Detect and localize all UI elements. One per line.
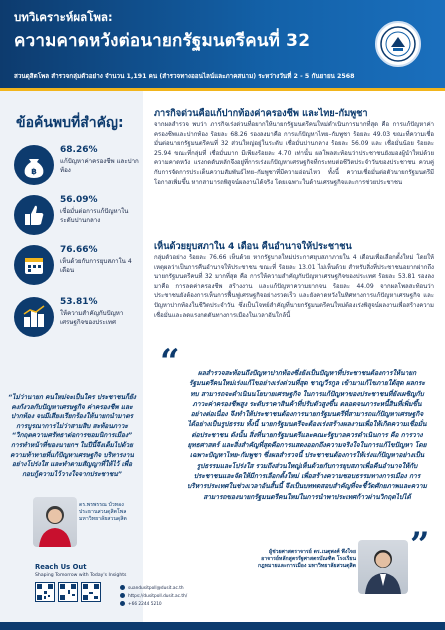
suan-dusit-poll-logo [375,21,421,67]
left-quote: “ไม่ว่านายก คนใหม่จะเป็นใคร ประชาชนก็ยังคงกังวลกับปัญหาเศรษฐกิจ ค่าครองชีพ และปากท้อง จนมีเสียงเรียกร้องให้นายกนำมาตรการบูรณาการไม่ว่าสามสิบ สะท้อนภาวะ “วิกฤตความศรัทธาต่อการขอมนิการเมือง” การทำหน้าที่ของนายกฯ ในปีนี้จึงเต็มไปด้วยความท้าทายที่แก้ปัญหาเศรษฐกิจ บริหารงานอย่างโปร่งใส และทำตามสัญญาที่ให้ไว้ เพื่อกอบกู้ความไว้วางใจจากประชาชน” [8,393,136,478]
close-quote-mark: ” [410,525,430,565]
key-finding-item [14,193,142,249]
email-icon [120,585,125,590]
phone-icon [120,601,125,606]
email-text[interactable]: suandusitpoll@dusit.ac.th [128,586,184,591]
expert-left-name: ดร.พรพรรณ บัวทอง [79,502,124,508]
city-economy-icon [14,297,54,337]
contact-phone[interactable] [120,601,162,607]
expert-left-credit [79,502,141,523]
header-subtitle: สวนดุสิตโพล สำรวจกลุ่มตัวอย่าง จำนวน 1,191 คน (สำรวจทางออนไลน์และภาคสนาม) ระหว่างวันที่ 2 - 5 กันยายน 2568 [14,73,355,80]
finding-text: แก้ปัญหาค่าครองชีพ และปากท้อง [60,158,139,174]
expert-right-name: ผู้ช่วยศาสตราจารย์ ดร.เนตุพงศ์ พึงใจย [269,549,356,555]
key-finding-item [14,243,142,299]
finding-percent: 53.81% [60,297,98,307]
section-heading: ภารกิจด่วนคือแก้ปากท้องค่าครองชีพ และไทย-กัมพูชา [154,108,368,119]
finding-percent: 68.26% [60,145,98,155]
expert-right-credit [252,549,356,571]
expert-right-title: อาจารย์หลักสูตรรัฐศาสตรบัณฑิต โรงเรียนกฎหมายและการเมือง มหาวิทยาลัยสวนดุสิต [258,556,356,570]
finding-text: เชื่อมั่นต่อการแก้ปัญหาในระดับปานกลาง [60,208,129,224]
key-finding-item [14,295,142,351]
logo-emblem-icon [377,23,419,65]
phone-text[interactable]: +66 2244 5210 [128,602,162,607]
finding-text: เห็นด้วยกับการยุบสภาใน 4 เดือน [60,258,132,274]
key-finding-item [14,143,142,199]
expert-photo-right [358,540,408,594]
reach-us-heading: Reach Us Out [35,563,87,571]
open-quote-mark: “ [160,342,180,382]
main-quote: ผลสำรวจสะท้อนถึงปัญหาปากท้องซึ่งยังเป็นปัญหาที่ประชาชนต้องการให้นายกรัฐมนตรีคนใหม่เร่งแก้ไขอย่างเร่งด่วนที่สุด ชาญวีรกูล เข้ามาแก้ไขภายใต้สุด ผลกระทบ สามารถจะดำเนินนโยบายเศรษฐกิจ ในการแก้ปัญหาของประชาชนที่ยังเผชิญกับภาวะค่าครองชีพสูง ระดับราคาสินค้าที่ปรับตัวสูงขึ้น ตลอดจนภาระหนี้สินที่เพิ่มขึ้นอย่างต่อเนื่อง จึงทำให้ประชาชนต้องการนายกรัฐมนตรีที่สามารถแก้ปัญหาเศรษฐกิจได้อย่างเป็นรูปธรรม ทั้งนี้ นายกรัฐมนตรีจะต้องเร่งสร้างผลงานเพื่อให้เกิดความเชื่อมั่นต่อประชาชน ดังนั้น สิ่งที่นายกรัฐมนตรีและคณะรัฐบาลควรดำเนินการ คือ การวางยุทธศาสตร์ และสิ่งสำคัญที่สุดคือการแสดงออกถึงความจริงใจในการแก้ไขปัญหา โดยเฉพาะปัญหาไทย-กัมพูชา ซึ่งผลสำรวจนี้ ประชาชนต้องการให้เร่งแก้ปัญหาอย่างเป็นรูปธรรมและโปร่งใส รวมถึงส่วนใหญ่เห็นด้วยกับการยุบสภาเพื่อคืนอำนาจให้กับประชาชนและจัดให้มีการเลือกตั้งใหม่ เพื่อสร้างความชอบธรรมทางการเมือง การบริหารประเทศในช่วงเวลาอันสั้นนี้ จึงเป็นบททดสอบสำคัญที่จะชี้วัดศักยภาพและความสามารถของนายกรัฐมนตรีคนใหม่ในการนำพาประเทศก้าวผ่านวิกฤตไปได้ [187,369,427,501]
expert-left-title: ประธานสวนดุสิตโพล มหาวิทยาลัยสวนดุสิต [79,509,127,522]
qr-code-icon[interactable] [81,582,101,602]
globe-icon [120,593,125,598]
finding-text: ให้ความสำคัญกับปัญหาเศรษฐกิจของประเทศ [60,310,124,326]
header-kicker: บทวิเคราะห์ผลโพล: [14,10,113,24]
svg-text:฿: ฿ [31,167,37,176]
footer-bar [0,622,445,630]
expert-photo-left [33,497,77,547]
page-title: ความคาดหวังต่อนายกรัฐมนตรีคนที่ 32 [14,31,311,51]
contact-website[interactable] [120,593,187,599]
website-text[interactable]: https://dusitpoll.dusit.ac.th/ [128,594,188,599]
tagline: Shaping Tomorrow with Today's Insights [35,573,127,578]
thumbs-up-icon [14,195,54,235]
section-heading: เห็นด้วยยุบสภาใน 4 เดือน คืนอำนาจให้ประชาชน [154,241,352,252]
money-bag-icon [14,145,54,185]
contact-email[interactable] [120,585,184,591]
finding-percent: 56.09% [60,195,98,205]
header-banner [0,0,445,88]
finding-percent: 76.66% [60,245,98,255]
key-findings-title: ข้อค้นพบที่สำคัญ: [16,115,124,131]
article-paragraph: กลุ่มตัวอย่าง ร้อยละ 76.66 เห็นด้วย หากรัฐบาลใหม่ประกาศยุบสภาภายใน 4 เดือนเพื่อเลือกตั้งใหม่ โดยให้เหตุผลว่าเป็นการคืนอำนาจให้ประชาชน ขณะที่ ร้อยละ 13.01 ไม่เห็นด้วย สำหรับสิ่งที่ประชาชนอยากฝากถึงนายกรัฐมนตรีคนที่ 32 มากที่สุด คือ การให้ความสำคัญกับปัญหาเศรษฐกิจของประเทศ ร้อยละ 53.81 รองลงมาคือ การลดค่าครองชีพ สร้างงาน และแก้ปัญหาความยากจน ร้อยละ 44.09 จากผลโพลสะท้อนว่า ประชาชนยังต้องการเห็นการฟื้นฟูเศรษฐกิจอย่างรวดเร็ว และยังคาดหวังในทิศทางการแก้ปัญหาเศรษฐกิจ และปัญหาปากท้องในชีวิตประจำวัน ซึ่งเป็นโจทย์สำคัญที่นายกรัฐมนตรีคนใหม่ต้องเร่งพิสูจน์ผลงานเพื่อสร้างความเชื่อมั่นและลดแรงกดดันทางการเมืองในเวลาอันใกล้นี้ [154,254,434,319]
qr-code-icon[interactable] [35,582,55,602]
person-silhouette-icon [33,497,77,547]
qr-code-icon[interactable] [58,582,78,602]
calendar-icon [14,245,54,285]
person-silhouette-icon [358,540,408,594]
article-paragraph: จากผลสำรวจ พบว่า ภารกิจเร่งด่วนที่อยากให้นายกรัฐมนตรีคนใหม่ดำเนินการมากที่สุด คือ การแก้ปัญหาค่าครองชีพและปากท้อง ร้อยละ 68.26 รองลงมาคือ การแก้ปัญหาไทย–กัมพูชา ร้อยละ 49.03 ขณะที่ความเชื่อมั่นต่อนายกรัฐมนตรีคนที่ 32 ส่วนใหญ่อยู่ในระดับ เชื่อมั่นปานกลาง ร้อยละ 56.09 และ เชื่อมั่นน้อย ร้อยละ 25.94 ขณะที่กลุ่มที่ เชื่อมั่นมาก มีเพียงร้อยละ 4.70 เท่านั้น ผลโพลสะท้อนว่าประชาชนยังมองผู้นำใหม่ด้วยความคาดหวัง แรงกดดันหลักจึงอยู่ที่การเร่งแก้ปัญหาเศรษฐกิจที่กระทบต่อชีวิตประจำวันของประชาชน ควบคู่กับการจัดการประเด็นความสัมพันธ์ไทย–กัมพูชาที่มีความอ่อนไหว ทั้งนี้ ความเชื่อมั่นต่อตัวนายกรัฐมนตรีมีโอกาสเพิ่มขึ้น หากสามารถพิสูจน์ผลงานได้จริง โดยเฉพาะในด้านเศรษฐกิจและการช่วยประชาชน [154,121,434,186]
